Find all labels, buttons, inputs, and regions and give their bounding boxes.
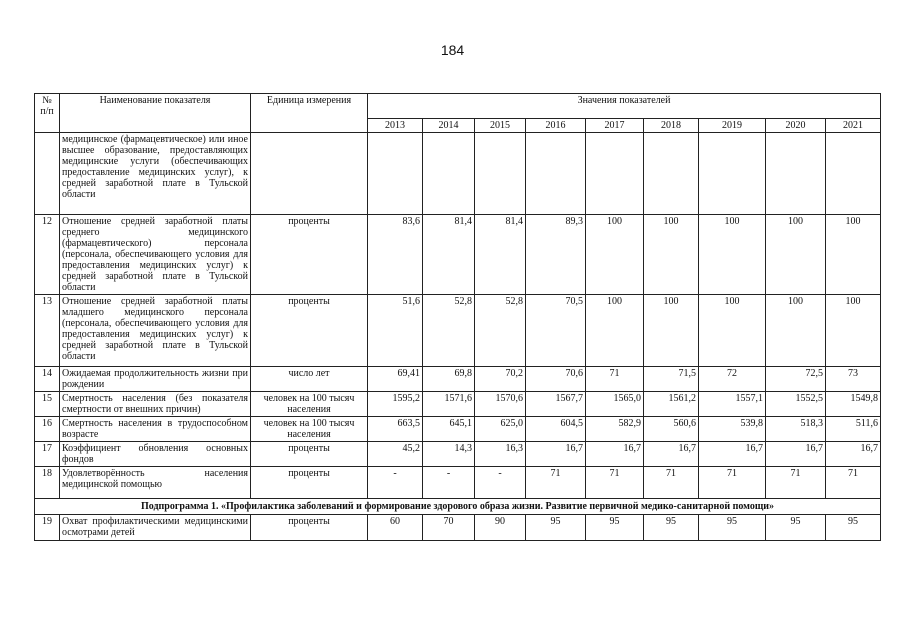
value-cell	[766, 133, 826, 215]
header-num: № п/п	[35, 94, 60, 133]
value-cell: 95	[766, 515, 826, 541]
value-cell: 1571,6	[423, 392, 475, 417]
row-number: 16	[35, 417, 60, 442]
value-cell: 100	[826, 215, 881, 295]
unit-of-measure: проценты	[251, 467, 368, 499]
row-number: 18	[35, 467, 60, 499]
row-number: 17	[35, 442, 60, 467]
value-cell: 100	[644, 215, 699, 295]
value-cell: 16,7	[586, 442, 644, 467]
value-cell: 90	[475, 515, 526, 541]
value-cell: 60	[368, 515, 423, 541]
unit-of-measure: проценты	[251, 515, 368, 541]
value-cell: 52,8	[423, 295, 475, 367]
value-cell: 69,41	[368, 367, 423, 392]
value-cell: 70	[423, 515, 475, 541]
value-cell: 582,9	[586, 417, 644, 442]
row-number: 12	[35, 215, 60, 295]
value-cell: 663,5	[368, 417, 423, 442]
header-year: 2021	[826, 119, 881, 133]
unit-of-measure: проценты	[251, 215, 368, 295]
value-cell: 70,2	[475, 367, 526, 392]
value-cell	[644, 133, 699, 215]
header-year: 2017	[586, 119, 644, 133]
unit-of-measure: число лет	[251, 367, 368, 392]
table-row	[35, 392, 881, 417]
value-cell: 16,7	[826, 442, 881, 467]
value-cell: 70,6	[526, 367, 586, 392]
unit-of-measure	[251, 133, 368, 215]
indicator-name: Охват профилактическими медицинскими осмотрами детей	[60, 515, 251, 541]
value-cell: 71	[586, 367, 644, 392]
value-cell: 100	[586, 295, 644, 367]
value-cell: -	[423, 467, 475, 499]
indicator-name: Смертность населения в трудоспособном возрасте	[60, 417, 251, 442]
row-number: 19	[35, 515, 60, 541]
table-row	[35, 467, 881, 499]
indicator-name: Удовлетворённость населения медицинской помощью	[60, 467, 251, 499]
table-row	[35, 215, 881, 295]
value-cell: 51,6	[368, 295, 423, 367]
value-cell: 71	[644, 467, 699, 499]
value-cell: 1595,2	[368, 392, 423, 417]
value-cell: 71	[699, 467, 766, 499]
table-row	[35, 133, 881, 215]
header-values: Значения показателей	[368, 94, 881, 119]
value-cell: 100	[699, 295, 766, 367]
table-row	[35, 367, 881, 392]
header-year: 2019	[699, 119, 766, 133]
indicator-name: медицинское (фармацевтическое) или иное высшее образование, предоставляющих медицинские услуги (обеспечивающих предоставление медицинских услуг), к средней заработной плате в Тульской области	[60, 133, 251, 215]
value-cell: 81,4	[423, 215, 475, 295]
indicator-name: Отношение средней заработной платы среднего медицинского (фармацевтического) персонала (персонала, обеспечивающего условия для предоставления медицинских услуг) к средней заработной плате в Тульской области	[60, 215, 251, 295]
value-cell: 645,1	[423, 417, 475, 442]
value-cell	[699, 133, 766, 215]
indicators-table	[34, 93, 881, 541]
value-cell: 100	[826, 295, 881, 367]
value-cell: 539,8	[699, 417, 766, 442]
header-year: 2015	[475, 119, 526, 133]
value-cell: 100	[644, 295, 699, 367]
value-cell: -	[368, 467, 423, 499]
header-year: 2014	[423, 119, 475, 133]
header-year: 2020	[766, 119, 826, 133]
page-number: 184	[440, 42, 465, 58]
row-number: 13	[35, 295, 60, 367]
value-cell: 16,7	[766, 442, 826, 467]
indicator-name: Смертность населения (без показателя смертности от внешних причин)	[60, 392, 251, 417]
value-cell: 72	[699, 367, 766, 392]
value-cell	[475, 133, 526, 215]
table-row	[35, 442, 881, 467]
indicator-name: Ожидаемая продолжительность жизни при рождении	[60, 367, 251, 392]
value-cell: 1565,0	[586, 392, 644, 417]
value-cell: -	[475, 467, 526, 499]
value-cell: 81,4	[475, 215, 526, 295]
value-cell: 518,3	[766, 417, 826, 442]
value-cell: 604,5	[526, 417, 586, 442]
value-cell	[423, 133, 475, 215]
value-cell: 1557,1	[699, 392, 766, 417]
value-cell: 100	[766, 295, 826, 367]
unit-of-measure: человек на 100 тысяч населения	[251, 392, 368, 417]
unit-of-measure: проценты	[251, 442, 368, 467]
value-cell	[368, 133, 423, 215]
value-cell: 73	[826, 367, 881, 392]
value-cell: 1570,6	[475, 392, 526, 417]
table-body	[35, 133, 881, 541]
value-cell: 16,7	[699, 442, 766, 467]
value-cell: 69,8	[423, 367, 475, 392]
section-row	[35, 499, 881, 515]
unit-of-measure: человек на 100 тысяч населения	[251, 417, 368, 442]
unit-of-measure: проценты	[251, 295, 368, 367]
value-cell: 45,2	[368, 442, 423, 467]
indicator-name: Отношение средней заработной платы младшего медицинского персонала (персонала, обеспечивающего условия для предоставления медицинских услуг) к средней заработной плате в Тульской области	[60, 295, 251, 367]
header-year: 2018	[644, 119, 699, 133]
value-cell	[586, 133, 644, 215]
value-cell: 95	[586, 515, 644, 541]
table-row	[35, 295, 881, 367]
section-title: Подпрограмма 1. «Профилактика заболеваний и формирование здорового образа жизни. Развитие первичной медико-санитарной помощи»	[35, 499, 881, 515]
value-cell: 95	[699, 515, 766, 541]
value-cell: 560,6	[644, 417, 699, 442]
value-cell: 95	[526, 515, 586, 541]
value-cell: 89,3	[526, 215, 586, 295]
value-cell: 70,5	[526, 295, 586, 367]
value-cell: 16,7	[644, 442, 699, 467]
value-cell: 52,8	[475, 295, 526, 367]
value-cell: 71	[526, 467, 586, 499]
value-cell: 511,6	[826, 417, 881, 442]
table-row	[35, 417, 881, 442]
header-year: 2013	[368, 119, 423, 133]
table-row	[35, 515, 881, 541]
value-cell: 14,3	[423, 442, 475, 467]
value-cell: 71	[826, 467, 881, 499]
value-cell: 16,3	[475, 442, 526, 467]
value-cell: 625,0	[475, 417, 526, 442]
value-cell: 71,5	[644, 367, 699, 392]
value-cell: 100	[766, 215, 826, 295]
row-number: 15	[35, 392, 60, 417]
value-cell: 1561,2	[644, 392, 699, 417]
value-cell: 83,6	[368, 215, 423, 295]
value-cell: 16,7	[526, 442, 586, 467]
table-header	[35, 94, 881, 133]
value-cell: 100	[586, 215, 644, 295]
value-cell: 1567,7	[526, 392, 586, 417]
header-year: 2016	[526, 119, 586, 133]
value-cell: 71	[586, 467, 644, 499]
row-number: 14	[35, 367, 60, 392]
value-cell: 95	[644, 515, 699, 541]
value-cell: 100	[699, 215, 766, 295]
header-name: Наименование показателя	[60, 94, 251, 133]
value-cell	[526, 133, 586, 215]
row-number	[35, 133, 60, 215]
header-unit: Единица измерения	[251, 94, 368, 133]
indicator-name: Коэффициент обновления основных фондов	[60, 442, 251, 467]
value-cell: 95	[826, 515, 881, 541]
value-cell: 1552,5	[766, 392, 826, 417]
value-cell: 71	[766, 467, 826, 499]
value-cell	[826, 133, 881, 215]
value-cell: 72,5	[766, 367, 826, 392]
value-cell: 1549,8	[826, 392, 881, 417]
